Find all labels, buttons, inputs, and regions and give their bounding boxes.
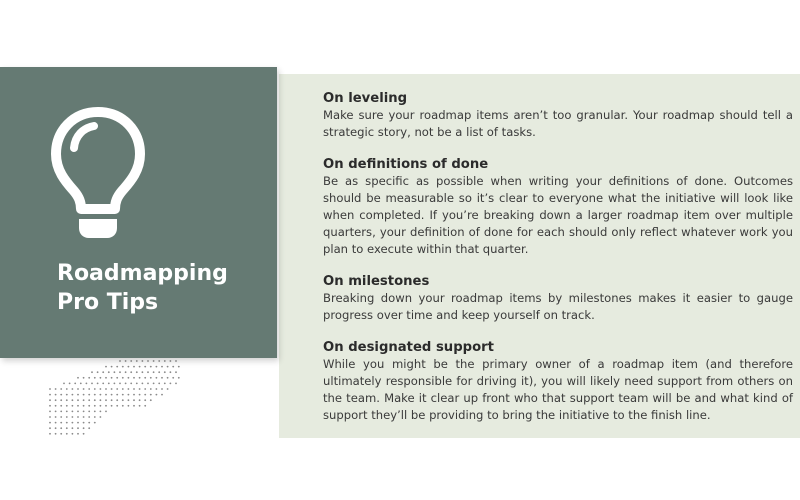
card-title-line-2: Pro Tips — [57, 290, 159, 315]
lightbulb-icon — [48, 106, 148, 246]
tip-definitions-of-done — [323, 157, 793, 258]
title-card — [0, 67, 277, 358]
tip-heading: On leveling — [323, 91, 408, 106]
card-title — [57, 259, 267, 317]
tips-list — [323, 91, 793, 440]
tip-body: Make sure your roadmap items aren’t too granular. Your roadmap should tell a strategic story, not be a list of tasks. — [323, 108, 793, 139]
tip-leveling — [323, 91, 793, 141]
tip-designated-support — [323, 340, 793, 424]
tip-heading: On designated support — [323, 340, 494, 355]
tip-body: Be as specific as possible when writing your definitions of done. Outcomes should be measurable so it’s clear to everyone what the initiative will look like when completed. If you’re breaking down a larger roadmap item over multiple quarters, your definition of done for each should only reflect whatever work you plan to execute within that quarter. — [323, 174, 793, 256]
tip-heading: On milestones — [323, 274, 430, 289]
tip-milestones — [323, 274, 793, 324]
tip-heading: On definitions of done — [323, 157, 489, 172]
dot-pattern-decoration — [48, 359, 183, 441]
tips-panel — [279, 74, 800, 438]
tip-body: While you might be the primary owner of a roadmap item (and therefore ultimately responsible for driving it), you will likely need support from others on the team. Make it clear up front who that support team will be and what kind of support they’ll be providing to bring the initiative to the finish line. — [323, 357, 793, 422]
tip-body: Breaking down your roadmap items by milestones makes it easier to gauge progress over time and keep yourself on track. — [323, 291, 793, 322]
card-title-line-1: Roadmapping — [57, 261, 228, 286]
